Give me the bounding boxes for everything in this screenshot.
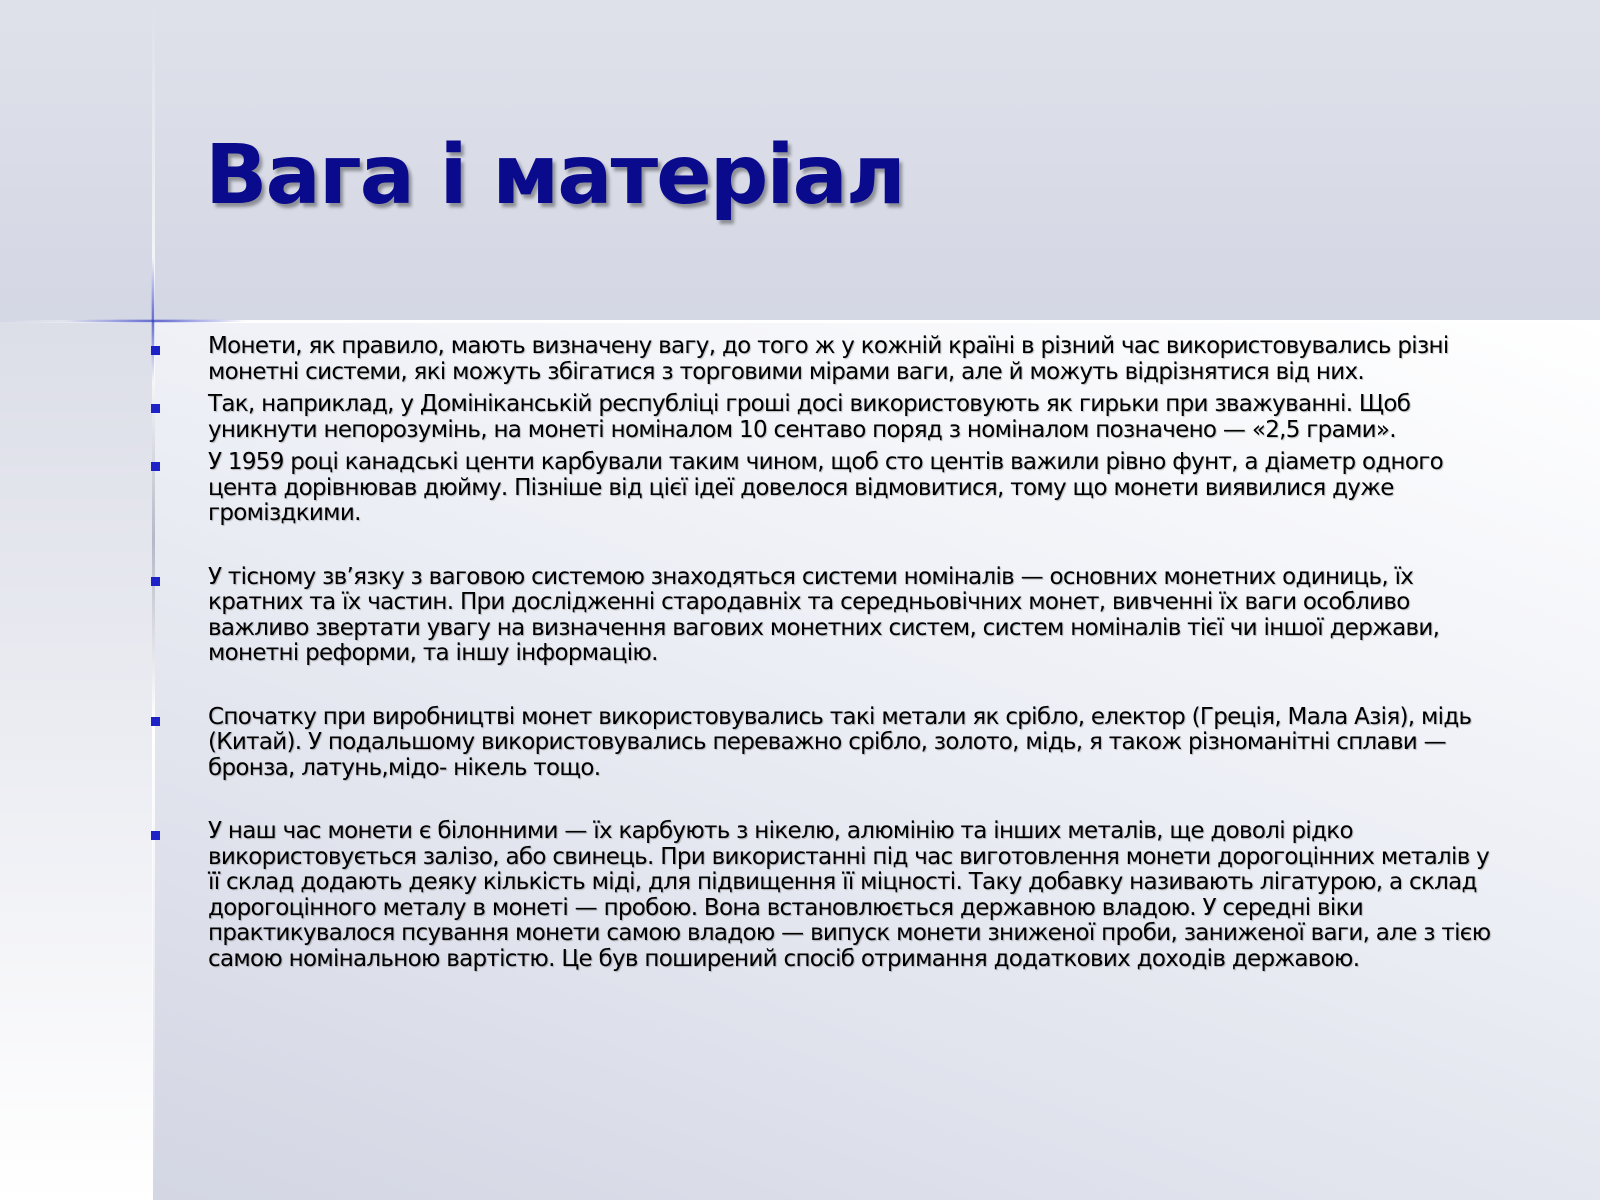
bullet-text: Спочатку при виробництві монет використовувались такі метали як срібло, електор (Греція, Мала Азія), мідь (Китай). У подальшому використовувались переважно срібло, золото, мідь, я також різноманітні сплави — бронза, латунь,мідо- нікель тощо.	[208, 703, 1472, 781]
square-bullet-icon	[151, 404, 160, 413]
bullet-item	[148, 819, 1493, 972]
bullet-text: У наш час монети є білонними — їх карбують з нікелю, алюмінію та інших металів, ще доволі рідко використовується залізо, або свинець. При використанні під час виготовлення монети дорогоцінних металів у її склад додають деяку кількість міді, для підвищення її міцності. Таку добавку називають лігатурою, а склад дорогоцінного металу в монеті — пробою. Вона встановлюється державною владою. У середні віки практикувалося псування монети самою владою — випуск монети зниженої проби, заниженої ваги, але з тією самою номінальною вартістю. Це був поширений спосіб отримання додаткових доходів державою.	[208, 818, 1491, 972]
bullet-item	[148, 450, 1493, 527]
bullet-item	[148, 705, 1493, 782]
bullet-item	[148, 392, 1493, 443]
slide-title: Вага і матеріал	[205, 128, 904, 223]
bullet-list	[148, 334, 1493, 972]
star-sparkle-horizontal	[60, 319, 250, 323]
square-bullet-icon	[151, 831, 160, 840]
bullet-text: Монети, як правило, мають визначену вагу, до того ж у кожній країні в різний час використовувались різні монетні системи, які можуть збігатися з торговими мірами ваги, але й можуть відрізнятися від них.	[208, 333, 1449, 385]
bullet-item	[148, 565, 1493, 667]
square-bullet-icon	[151, 717, 160, 726]
bullet-item	[148, 334, 1493, 385]
square-bullet-icon	[151, 346, 160, 355]
square-bullet-icon	[151, 577, 160, 586]
bullet-text: У 1959 році канадські центи карбували таким чином, щоб сто центів важили рівно фунт, а діаметр одного цента дорівнював дюйму. Пізніше від цієї ідеї довелося відмовитися, тому що монети виявилися дуже громіздкими.	[208, 449, 1443, 526]
bullet-text: Так, наприклад, у Домініканській республіці гроші досі використовують як гирьки при зважуванні. Щоб уникнути непорозумінь, на монеті номіналом 10 сентаво поряд з номіналом позначено — «2,5 грами».	[208, 391, 1411, 443]
square-bullet-icon	[151, 462, 160, 471]
left-band-background	[0, 322, 153, 1200]
bullet-text: У тісному зв’язку з ваговою системою знаходяться системи номіналів — основних монетних одиниць, їх кратних та їх частин. При дослідженні стародавніх та середньовічних монет, вивченні їх ваги особливо важливо звертати увагу на визначення вагових монетних систем, систем номіналів тієї чи іншої держави, монетні реформи, та іншу інформацію.	[208, 563, 1440, 666]
